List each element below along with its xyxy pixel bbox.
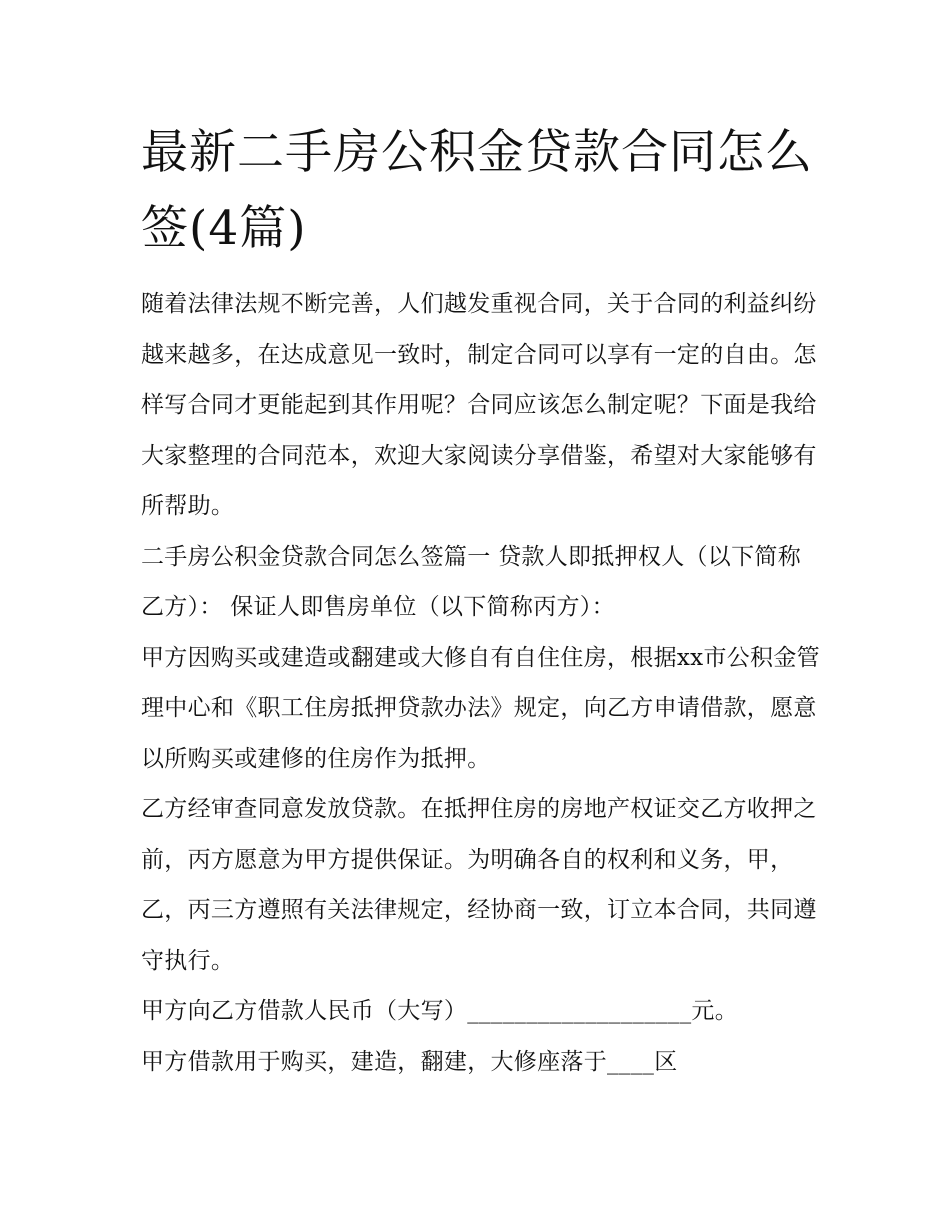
document-title: 最新二手房公积金贷款合同怎么签(4篇)	[141, 125, 813, 256]
intro-paragraph: 随着法律法规不断完善，人们越发重视合同，关于合同的利益纠纷越来越多，在达成意见一致时，制定合同可以享有一定的自由。怎样写合同才更能起到其作用呢？合同应该怎么制定呢？下面是我给大家整理的合同范本，欢迎大家阅读分享借鉴，希望对大家能够有所帮助。	[141, 291, 817, 519]
parties-paragraph: 二手房公积金贷款合同怎么签篇一 贷款人即抵押权人（以下简称乙方）： 保证人即售房单位（以下简称丙方）：	[141, 543, 802, 620]
loan-amount-paragraph: 甲方向乙方借款人民币（大写）___________________元。	[141, 998, 738, 1024]
guarantee-paragraph: 乙方经审查同意发放贷款。在抵押住房的房地产权证交乙方收押之前，丙方愿意为甲方提供保证。为明确各自的权利和义务，甲，乙，丙三方遵照有关法律规定，经协商一致，订立本合同，共同遵守执行。	[141, 796, 817, 974]
purpose-paragraph: 甲方因购买或建造或翻建或大修自有自住住房，根据xx市公积金管理中心和《职工住房抵押贷款办法》规定，向乙方申请借款，愿意以所购买或建修的住房作为抵押。	[141, 644, 820, 772]
loan-usage-paragraph: 甲方借款用于购买，建造，翻建，大修座落于____区	[141, 1048, 678, 1075]
document-body	[141, 115, 821, 1087]
